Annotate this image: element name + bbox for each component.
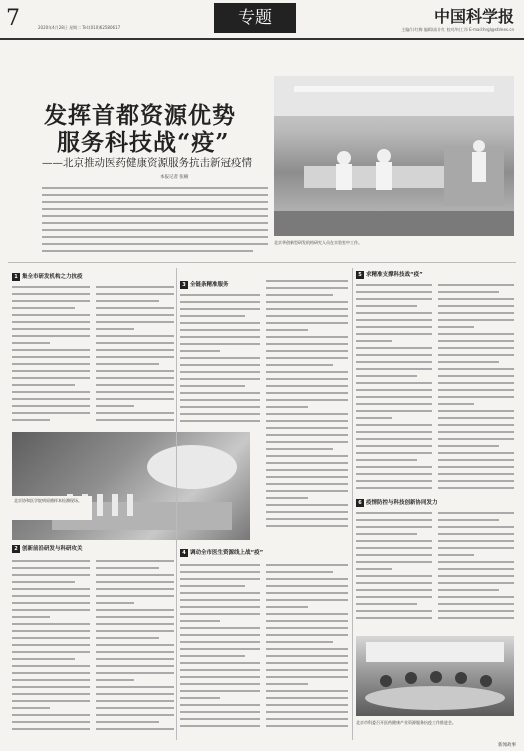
meeting-photo bbox=[356, 636, 514, 716]
lead-paragraph bbox=[42, 187, 268, 257]
section-heading-1: 1 集全市研发机构之力抗疫 bbox=[12, 272, 83, 282]
masthead: 中国科学报 bbox=[433, 7, 514, 26]
section-heading-4: 4 调动全市医生资源线上战“疫” bbox=[180, 548, 263, 558]
byline: 本报记者 张楠 bbox=[160, 175, 189, 180]
column-4b-text bbox=[266, 564, 348, 740]
lab-photo bbox=[274, 76, 514, 236]
section-heading-3: 3 全链条精准服务 bbox=[180, 280, 229, 290]
lab-scene-graphic bbox=[274, 76, 514, 236]
meeting-scene-graphic bbox=[356, 636, 514, 716]
section-heading-5: 5 求精准支撑科技战“疫” bbox=[356, 270, 423, 280]
footer-label: 新闻故事 bbox=[498, 743, 516, 748]
column-6b-text bbox=[438, 512, 514, 632]
section-heading-2: 2 创新前沿研发与科研攻关 bbox=[12, 544, 83, 554]
meeting-photo-caption: 北京市科委召开医药健康产业资源服务抗疫工作推进会。 bbox=[356, 720, 456, 725]
section-label: 专题 bbox=[214, 3, 296, 33]
headline-line-2: 服务科技战“疫” bbox=[57, 129, 230, 156]
column-6-text bbox=[438, 284, 514, 494]
column-3-text bbox=[180, 294, 260, 429]
column-5b-text bbox=[356, 512, 432, 632]
sample-photo-caption: 北京协和医学院病原菌样本检测现场。 bbox=[12, 496, 92, 520]
sample-scene-graphic bbox=[12, 432, 250, 540]
section-heading-6: 6 疫情防控与科技创新协同发力 bbox=[356, 498, 438, 508]
subheadline: ——北京推动医药健康资源服务抗击新冠疫情 bbox=[42, 157, 252, 169]
headline-line-1: 发挥首都资源优势 bbox=[44, 102, 236, 129]
column-3c-text bbox=[180, 564, 260, 740]
lab-photo-caption: 北京华创新型研发机构研究人员在实验室中工作。 bbox=[274, 240, 362, 245]
column-divider bbox=[176, 268, 177, 740]
column-divider bbox=[352, 268, 353, 740]
column-1-text bbox=[12, 286, 90, 428]
page-number: 7 bbox=[6, 6, 20, 31]
sample-testing-photo bbox=[12, 432, 250, 540]
column-5-text bbox=[356, 284, 432, 494]
page-header bbox=[0, 0, 524, 40]
column-2-text bbox=[96, 286, 174, 428]
dateline: 2020年4月28日 星期二 Tel:(010)62580617 bbox=[38, 25, 121, 30]
column-1b-text bbox=[12, 560, 90, 740]
column-2b-text bbox=[96, 560, 174, 740]
divider bbox=[8, 262, 516, 263]
column-4-text bbox=[266, 280, 348, 540]
editor-credits: 主编/计红梅 编辑/高计红 校对/何工昂 E-mail:hrgl@stimes.cn bbox=[401, 27, 514, 32]
